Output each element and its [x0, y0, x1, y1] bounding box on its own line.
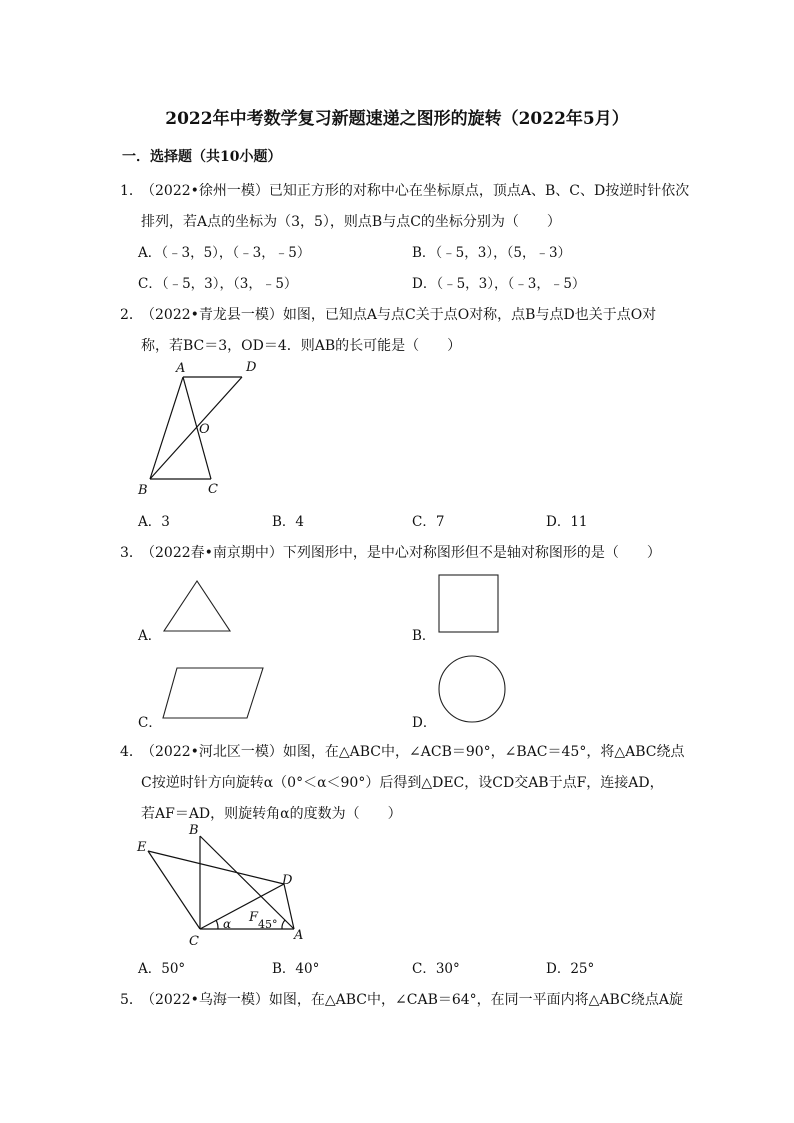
- question-number: 5．: [120, 992, 143, 1008]
- question-number: 1．: [120, 183, 143, 199]
- label-b: B: [138, 483, 148, 498]
- question-line: 排列，若A点的坐标为（3，5），则点B与点C的坐标分别为（ ）: [141, 214, 561, 230]
- option-a[interactable]: A．: [138, 628, 162, 644]
- angle-alpha-arc: [216, 920, 218, 929]
- label-o: O: [199, 422, 210, 437]
- square-icon: [436, 572, 502, 634]
- question-line: 若AF＝AD，则旋转角α的度数为（ ）: [141, 806, 402, 822]
- label-f: F: [249, 910, 259, 925]
- label-e: E: [137, 840, 147, 855]
- option-c[interactable]: C．30°: [412, 961, 460, 977]
- option-b[interactable]: B．（﹣5，3），（5，﹣3）: [412, 245, 572, 261]
- segment-ed: [148, 851, 284, 884]
- option-c[interactable]: C．7: [412, 514, 445, 530]
- option-b[interactable]: B．: [412, 628, 436, 644]
- option-b[interactable]: B．4: [272, 514, 305, 530]
- triangle-icon: [160, 578, 234, 636]
- question-line: （2022春•南京期中）下列图形中，是中心对称图形但不是轴对称图形的是（ ）: [141, 545, 661, 561]
- parallelogram-icon: [160, 665, 266, 723]
- figure-q2: [120, 355, 280, 505]
- question-line: （2022•青龙县一模）如图，已知点A与点C关于点O对称，点B与点D也关于点O对: [141, 307, 657, 323]
- label-angle-45: 45°: [258, 918, 278, 931]
- segment-ec: [148, 851, 200, 929]
- option-c[interactable]: C．（﹣5，3），（3，﹣5）: [138, 276, 298, 292]
- option-c[interactable]: C．: [138, 715, 162, 731]
- option-d[interactable]: D．25°: [546, 961, 595, 977]
- option-d[interactable]: D．11: [546, 514, 588, 530]
- label-c: C: [208, 482, 218, 497]
- question-number: 2．: [120, 307, 143, 323]
- question-number: 3．: [120, 545, 143, 561]
- page-title: 2022年中考数学复习新题速递之图形的旋转（2022年5月）: [165, 109, 629, 129]
- label-d: D: [282, 873, 293, 888]
- segment-ab: [150, 377, 183, 479]
- question-number: 4．: [120, 744, 143, 760]
- option-a[interactable]: A．50°: [138, 961, 186, 977]
- question-line: （2022•乌海一模）如图，在△ABC中，∠CAB＝64°，在同一平面内将△ABC绕点A旋: [141, 992, 683, 1008]
- question-line: （2022•河北区一模）如图，在△ABC中，∠ACB＝90°，∠BAC＝45°，将△ABC绕点: [141, 744, 685, 760]
- option-b[interactable]: B．40°: [272, 961, 320, 977]
- segment-ad: [284, 884, 294, 929]
- option-d[interactable]: D．: [412, 715, 437, 731]
- angle-45-arc: [282, 920, 285, 929]
- option-d[interactable]: D．（﹣5，3），（﹣3，﹣5）: [412, 276, 586, 292]
- circle-icon: [436, 654, 508, 724]
- section-heading: 一．选择题（共10小题）: [122, 149, 282, 165]
- label-b: B: [189, 823, 199, 838]
- label-c: C: [189, 934, 199, 949]
- figure-q4: [130, 822, 320, 952]
- option-a[interactable]: A．3: [138, 514, 170, 530]
- question-line: （2022•徐州一模）已知正方形的对称中心在坐标原点，顶点A、B、C、D按逆时针依次: [141, 183, 690, 199]
- label-a: A: [294, 928, 304, 943]
- segment-bd: [150, 377, 242, 479]
- question-line: 称，若BC＝3，OD＝4．则AB的长可能是（ ）: [141, 338, 462, 354]
- question-line: C按逆时针方向旋转α（0°＜α＜90°）后得到△DEC，设CD交AB于点F，连接AD，: [141, 775, 664, 791]
- label-d: D: [246, 360, 257, 375]
- label-alpha: α: [223, 917, 232, 931]
- option-a[interactable]: A．（﹣3，5），（﹣3，﹣5）: [138, 245, 311, 261]
- label-a: A: [176, 361, 186, 376]
